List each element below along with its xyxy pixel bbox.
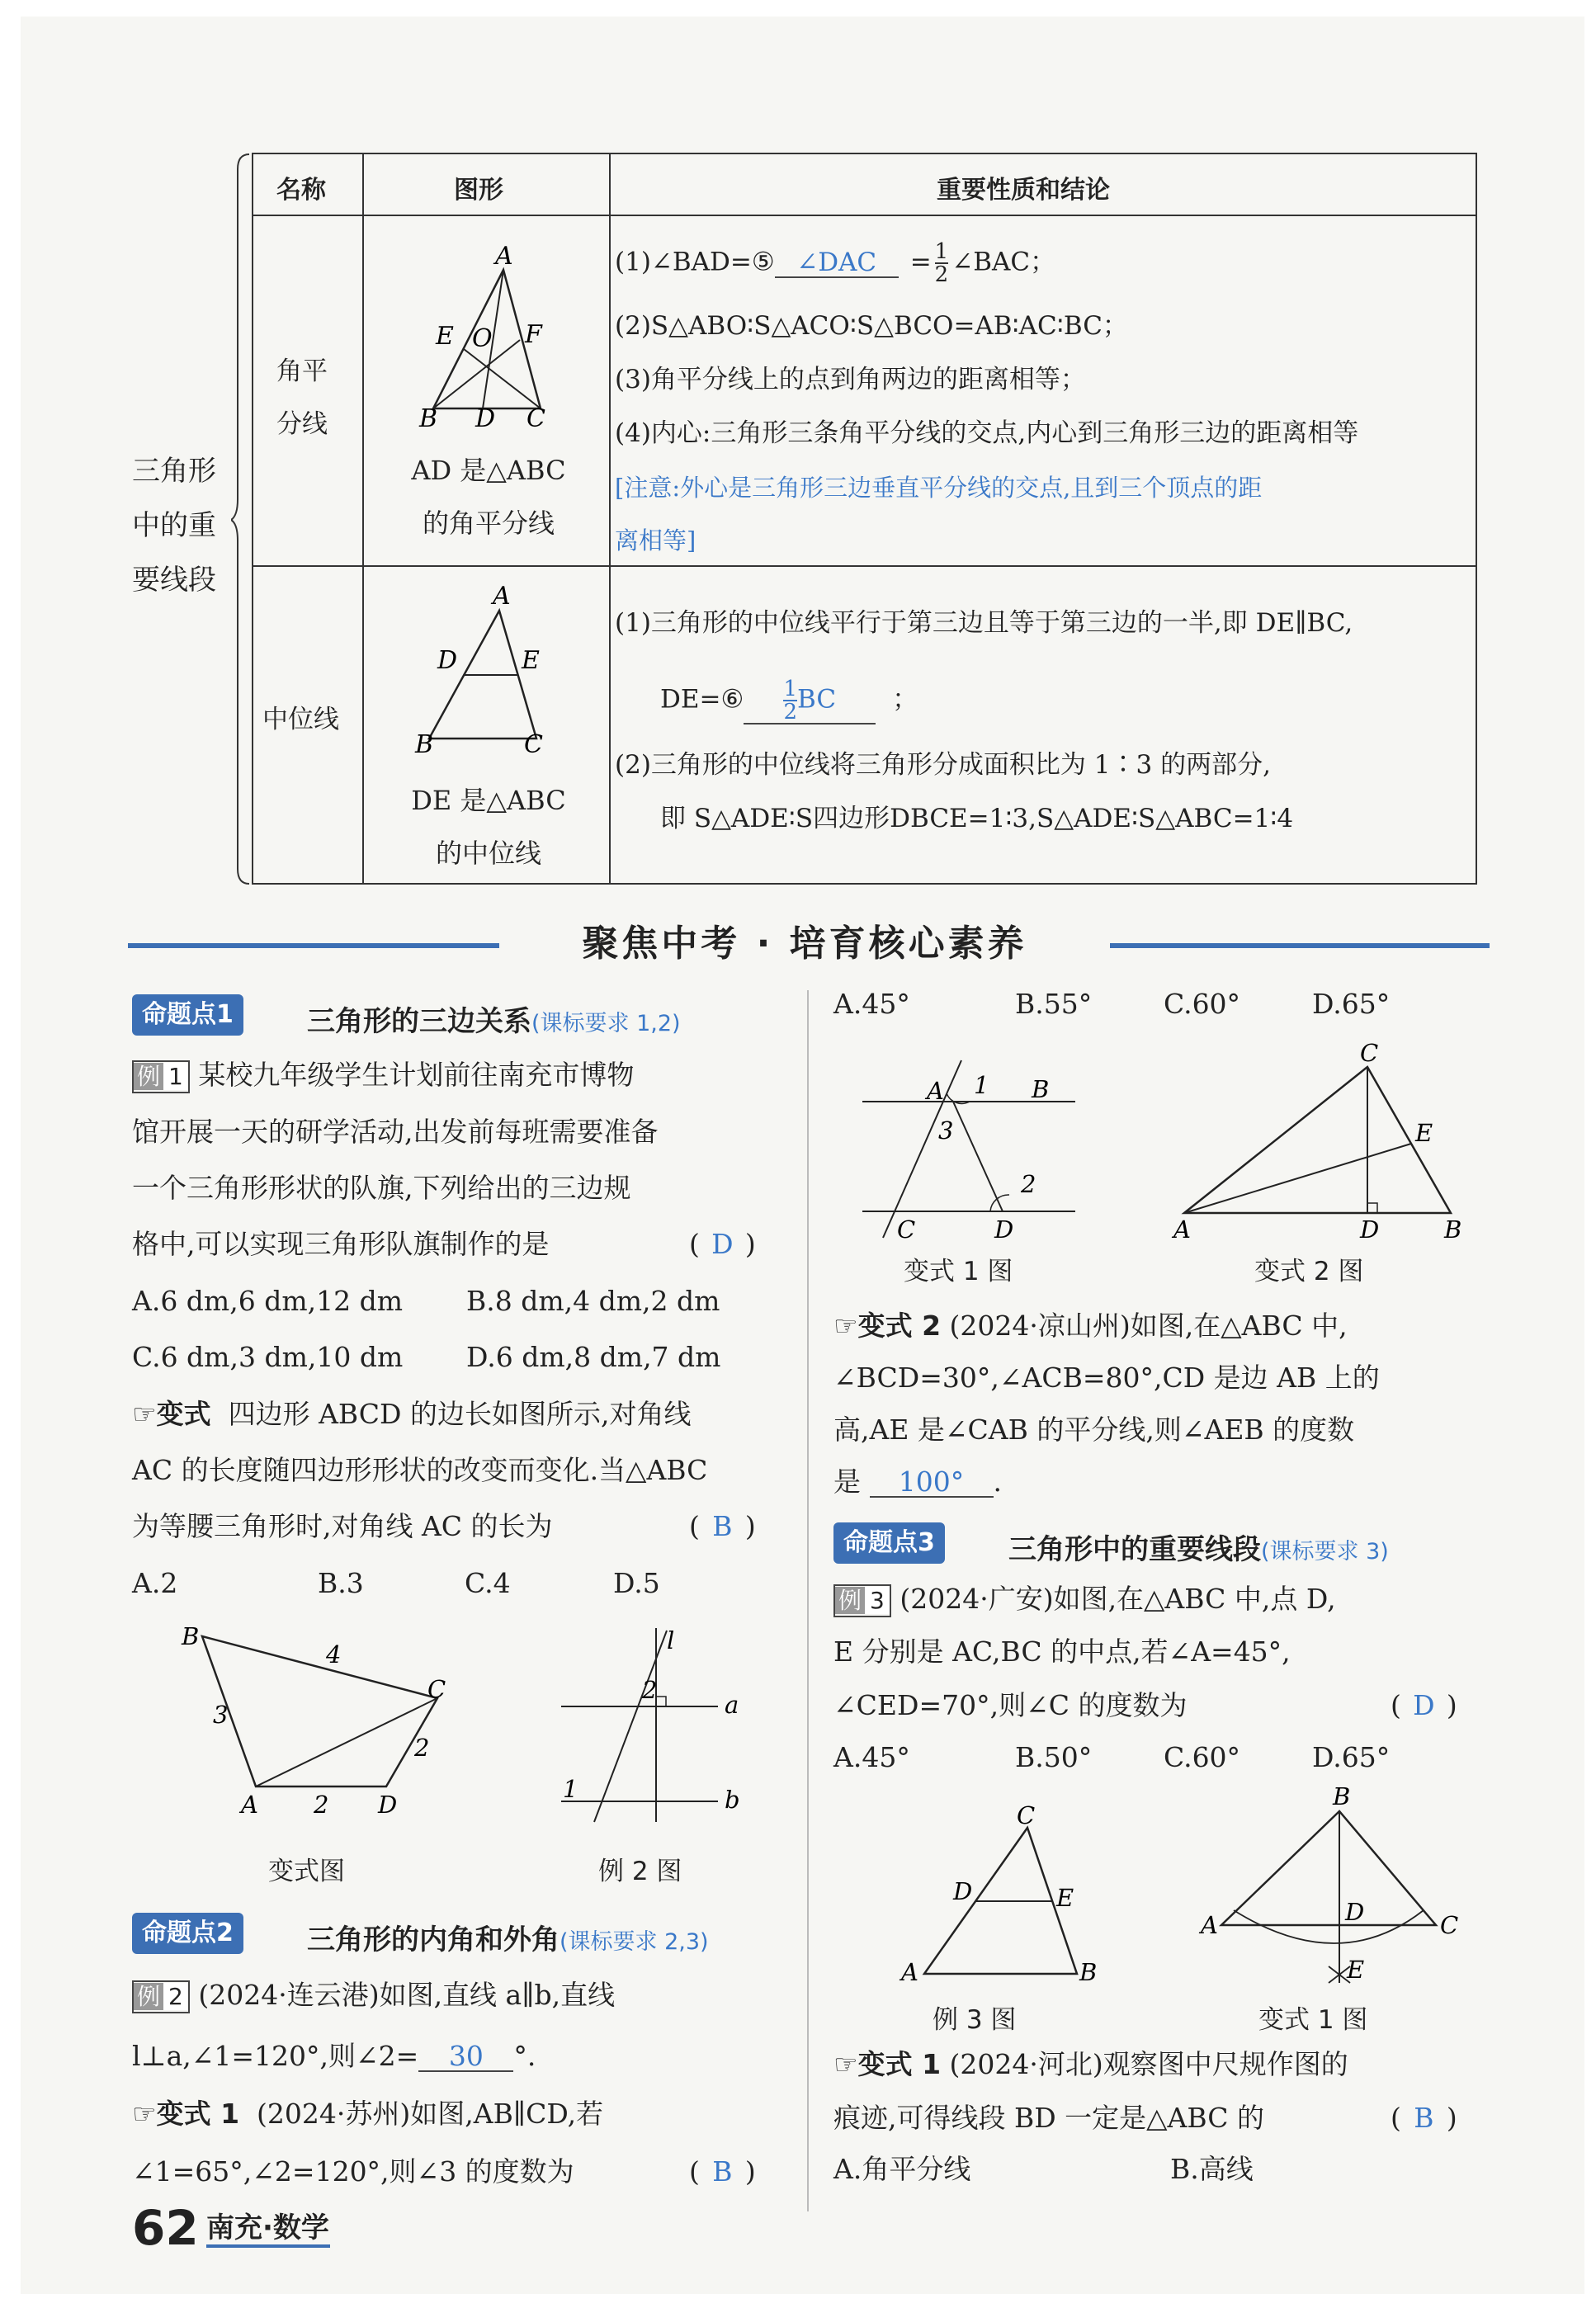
prop-text: ； bbox=[892, 684, 918, 715]
fig-label: A bbox=[927, 1077, 944, 1105]
prop-text: (1)∠BAD=⑤ bbox=[615, 247, 775, 277]
figure-caption: 变式 2 图 bbox=[1254, 1257, 1364, 1286]
blank-answer bbox=[744, 678, 876, 724]
fig-label: A bbox=[1173, 1215, 1191, 1244]
fig-label: 1 bbox=[563, 1775, 578, 1803]
example-3-figure bbox=[875, 1799, 1114, 1997]
row1-fig-caption bbox=[390, 444, 588, 550]
variant-tag: ☞变式 2 bbox=[833, 1310, 942, 1342]
row1-prop3: (3)角平分线上的点到角两边的距离相等； bbox=[615, 365, 1086, 394]
question-text bbox=[132, 2042, 536, 2072]
answer-value: D bbox=[1413, 1689, 1435, 1721]
fig-label: 2 bbox=[642, 1676, 658, 1704]
option: C.60° bbox=[1164, 988, 1241, 1020]
option: B.8 dm,4 dm,2 dm bbox=[466, 1285, 720, 1317]
example-3-line bbox=[833, 1584, 1336, 1617]
topic-title-text: 三角形的内角和外角 bbox=[307, 1923, 560, 1956]
fig-label: E bbox=[1347, 1956, 1365, 1984]
question-text: 为等腰三角形时,对角线 AC 的长为 bbox=[132, 1510, 553, 1542]
topic-req: (课标要求 1,2) bbox=[531, 1011, 681, 1036]
bracket-label bbox=[132, 444, 216, 607]
topic-title bbox=[307, 1917, 709, 1957]
fig-label: 1 bbox=[974, 1071, 989, 1099]
question-text: 是 bbox=[833, 1466, 861, 1498]
midline-figure bbox=[408, 578, 557, 763]
question-text: 四边形 ABCD 的边长如图所示,对角线 bbox=[228, 1398, 692, 1430]
bracket-line: 要线段 bbox=[132, 564, 216, 597]
topic-title bbox=[307, 998, 681, 1039]
fig-label: C bbox=[897, 1215, 916, 1244]
figure-caption: 变式图 bbox=[268, 1857, 345, 1886]
fraction bbox=[935, 241, 949, 286]
variant-line bbox=[833, 2048, 1348, 2080]
fig-label: C bbox=[526, 404, 545, 429]
caption-line: 的中位线 bbox=[435, 838, 541, 869]
fig-label: B bbox=[1333, 1786, 1351, 1810]
variant-tag-text: 变式 1 bbox=[857, 2048, 942, 2080]
row1-note: [注意:外心是三角形三边垂直平分线的交点,且到三个顶点的距 bbox=[615, 474, 1263, 502]
variant-line bbox=[833, 1312, 1348, 1340]
answer-value: B bbox=[712, 1510, 733, 1542]
question-text: °. bbox=[513, 2040, 536, 2072]
bracket-line: 三角形 bbox=[132, 455, 216, 488]
fig-label: C bbox=[1440, 1911, 1459, 1939]
option: A.6 dm,6 dm,12 dm bbox=[132, 1285, 404, 1317]
example-2-line bbox=[132, 1980, 615, 2013]
prop-text: ∠BAC； bbox=[951, 247, 1056, 277]
topic-badge: 命题点2 bbox=[132, 1913, 243, 1954]
example-tag: 例 bbox=[835, 1587, 865, 1614]
question-text bbox=[833, 1468, 1002, 1498]
answer-paren: ( B ) bbox=[1391, 2102, 1457, 2134]
row2-fig-caption bbox=[390, 774, 588, 880]
example-num: 3 bbox=[865, 1587, 890, 1614]
prop-text: DE=⑥ bbox=[660, 684, 744, 715]
fig-label: B bbox=[419, 404, 438, 429]
fig-label: B bbox=[1444, 1215, 1462, 1244]
fig-label: F bbox=[525, 320, 542, 349]
fig-label: C bbox=[1360, 1039, 1379, 1067]
caption-line: AD 是△ABC bbox=[411, 455, 566, 486]
fig-label: E bbox=[522, 646, 540, 675]
question-text: ∠BCD=30°,∠ACB=80°,CD 是边 AB 上的 bbox=[833, 1362, 1380, 1394]
prop-text: = bbox=[909, 247, 932, 277]
question-text: AC 的长度随四边形形状的改变而变化.当△ABC bbox=[132, 1454, 708, 1486]
example-1-line bbox=[132, 1060, 634, 1093]
figure-caption: 例 3 图 bbox=[933, 2005, 1017, 2035]
fig-label: B bbox=[415, 730, 434, 759]
option: C.60° bbox=[1164, 1741, 1241, 1773]
fig-label: D bbox=[1345, 1898, 1365, 1926]
footer-title: 南充·数学 bbox=[206, 2211, 329, 2244]
answer-paren: ( B ) bbox=[689, 1510, 756, 1542]
question-text: l⊥a,∠1=120°,则∠2= bbox=[132, 2040, 419, 2072]
fraction-num: 1 bbox=[934, 239, 949, 264]
row2-prop2b: 即 S△ADE∶S四边形DBCE=1∶3,S△ADE∶S△ABC=1∶4 bbox=[660, 804, 1294, 833]
option: C.6 dm,3 dm,10 dm bbox=[132, 1341, 404, 1373]
answer-paren: ( D ) bbox=[689, 1228, 756, 1260]
option: A.45° bbox=[833, 1741, 910, 1773]
fig-label: 3 bbox=[938, 1116, 954, 1145]
fig-label: B bbox=[1079, 1958, 1098, 1986]
row2-prop2: (2)三角形的中位线将三角形分成面积比为 1∶3 的两部分, bbox=[615, 750, 1271, 780]
topic-title-text: 三角形的三边关系 bbox=[307, 1005, 531, 1038]
caption-line: 的角平分线 bbox=[422, 507, 555, 539]
fig-label: A bbox=[241, 1791, 258, 1819]
option: A.角平分线 bbox=[833, 2153, 971, 2185]
variant-tag: ☞变式 1 bbox=[833, 2048, 942, 2080]
variant-tag: ☞变式 bbox=[132, 1398, 211, 1430]
topic-req: (课标要求 2,3) bbox=[560, 1929, 709, 1955]
option: B.50° bbox=[1015, 1741, 1093, 1773]
answer-value: D bbox=[711, 1228, 734, 1260]
answer-paren: ( B ) bbox=[689, 2155, 756, 2188]
example-2-label bbox=[132, 1980, 190, 2013]
variant2-figure bbox=[1164, 1038, 1477, 1248]
question-text: 一个三角形形状的队旗,下列给出的三边规 bbox=[132, 1172, 631, 1204]
row1-name bbox=[276, 345, 328, 451]
fig-label: 3 bbox=[213, 1701, 229, 1729]
variant-line bbox=[132, 1400, 691, 1428]
fig-label: A bbox=[493, 582, 511, 611]
fig-label: D bbox=[437, 646, 458, 675]
option: C.4 bbox=[465, 1567, 511, 1599]
row1-prop1 bbox=[615, 241, 1055, 286]
answer-value: B bbox=[1414, 2102, 1434, 2134]
fig-label: A bbox=[495, 243, 513, 271]
answer-paren: ( D ) bbox=[1391, 1689, 1457, 1721]
option: B.55° bbox=[1015, 988, 1093, 1020]
fig-label: C bbox=[427, 1675, 446, 1703]
fraction-den: 2 bbox=[934, 262, 949, 287]
fig-label: E bbox=[1056, 1884, 1074, 1912]
fig-label: 4 bbox=[326, 1640, 342, 1668]
variant-line bbox=[132, 2100, 603, 2128]
table-header-name: 名称 bbox=[276, 176, 326, 205]
answer-value: B bbox=[712, 2155, 733, 2188]
blank-answer: ∠DAC bbox=[775, 248, 899, 278]
topic-badge: 命题点1 bbox=[132, 994, 243, 1036]
option: D.5 bbox=[613, 1567, 660, 1599]
fig-label: C bbox=[1017, 1801, 1036, 1829]
fig-label: A bbox=[901, 1958, 918, 1986]
question-text: ∠1=65°,∠2=120°,则∠3 的度数为 bbox=[132, 2155, 574, 2188]
row1-note: 离相等] bbox=[615, 526, 696, 555]
question-text: (2024·广安)如图,在△ABC 中,点 D, bbox=[900, 1583, 1336, 1615]
page-number: 62 bbox=[132, 2200, 199, 2256]
bracket-line: 中的重 bbox=[132, 509, 216, 542]
quadrilateral-figure bbox=[165, 1621, 462, 1844]
fig-label: O bbox=[472, 324, 493, 353]
variant-tag-text: 变式 bbox=[156, 1398, 211, 1430]
variant1-figure bbox=[854, 1048, 1085, 1246]
variant-tag-text: 变式 2 bbox=[857, 1310, 942, 1342]
fig-label: b bbox=[725, 1786, 740, 1814]
option: A.45° bbox=[833, 988, 910, 1020]
question-text: . bbox=[993, 1466, 1002, 1498]
row1-prop4: (4)内心:三角形三条角平分线的交点,内心到三角形三边的距离相等 bbox=[615, 418, 1359, 448]
table-header-figure: 图形 bbox=[454, 176, 503, 205]
row2-prop1: (1)三角形的中位线平行于第三边且等于第三边的一半,即 DE∥BC, bbox=[615, 608, 1353, 638]
fig-label: D bbox=[378, 1791, 398, 1819]
fig-label: 2 bbox=[1021, 1170, 1036, 1198]
variant-tag: ☞变式 1 bbox=[132, 2098, 240, 2130]
topic-req: (课标要求 3) bbox=[1261, 1539, 1389, 1565]
fig-label: C bbox=[524, 730, 543, 759]
example-2-figure bbox=[545, 1624, 767, 1826]
caption-line: DE 是△ABC bbox=[411, 785, 566, 816]
row2-prop1b bbox=[660, 678, 918, 724]
example-3-label bbox=[833, 1584, 891, 1617]
fig-label: E bbox=[436, 322, 454, 351]
figure-caption: 变式 1 图 bbox=[904, 1257, 1013, 1286]
row2-name: 中位线 bbox=[262, 705, 339, 734]
topic-badge: 命题点3 bbox=[833, 1522, 945, 1564]
question-text: ∠CED=70°,则∠C 的度数为 bbox=[833, 1689, 1188, 1721]
variant1b-figure bbox=[1188, 1786, 1469, 2001]
fig-label: D bbox=[1360, 1215, 1380, 1244]
variant-tag-text: 变式 1 bbox=[156, 2098, 240, 2130]
row1-name-line: 角平 bbox=[276, 356, 328, 386]
option: D.65° bbox=[1312, 988, 1391, 1020]
question-text: (2024·苏州)如图,AB∥CD,若 bbox=[257, 2098, 604, 2130]
fig-label: D bbox=[475, 404, 496, 429]
option: B.高线 bbox=[1170, 2153, 1254, 2185]
topic-title-text: 三角形中的重要线段 bbox=[1008, 1533, 1261, 1566]
fig-label: D bbox=[994, 1215, 1014, 1244]
fraction-den: 2 bbox=[783, 700, 797, 724]
fraction bbox=[783, 678, 797, 723]
angle-bisector-figure bbox=[396, 243, 561, 429]
column-divider bbox=[807, 990, 809, 2211]
question-text: 某校九年级学生计划前往南充市博物 bbox=[198, 1059, 635, 1091]
fig-label: A bbox=[1201, 1911, 1218, 1939]
fig-label: D bbox=[953, 1877, 973, 1905]
example-num: 2 bbox=[163, 1983, 188, 2010]
table-header-props: 重要性质和结论 bbox=[937, 176, 1110, 205]
fig-label: l bbox=[667, 1626, 675, 1654]
answer-text: BC bbox=[796, 684, 837, 715]
question-text: 馆开展一天的研学活动,出发前每班需要准备 bbox=[132, 1116, 659, 1148]
fig-label: 2 bbox=[414, 1734, 430, 1762]
option: B.3 bbox=[318, 1567, 364, 1599]
figure-caption: 例 2 图 bbox=[598, 1857, 682, 1886]
option: A.2 bbox=[132, 1567, 178, 1599]
question-text: (2024·凉山州)如图,在△ABC 中, bbox=[949, 1310, 1348, 1342]
blank-answer: 100° bbox=[870, 1468, 994, 1498]
blank-answer: 30 bbox=[418, 2042, 513, 2072]
fig-label: a bbox=[725, 1691, 739, 1719]
option: D.65° bbox=[1312, 1741, 1391, 1773]
fig-label: B bbox=[1032, 1075, 1050, 1103]
example-num: 1 bbox=[163, 1063, 188, 1090]
row1-prop2: (2)S△ABO∶S△ACO∶S△BCO=AB∶AC∶BC； bbox=[615, 311, 1128, 341]
question-text: E 分别是 AC,BC 的中点,若∠A=45°, bbox=[833, 1635, 1291, 1668]
section-banner: 聚焦中考 · 培育核心素养 bbox=[499, 920, 1110, 968]
question-text: 高,AE 是∠CAB 的平分线,则∠AEB 的度数 bbox=[833, 1414, 1355, 1446]
question-text: 格中,可以实现三角形队旗制作的是 bbox=[132, 1228, 550, 1260]
figure-caption: 变式 1 图 bbox=[1258, 2005, 1368, 2035]
question-text: 痕迹,可得线段 BD 一定是△ABC 的 bbox=[833, 2102, 1264, 2134]
topic-title bbox=[1008, 1527, 1389, 1567]
fig-label: B bbox=[182, 1622, 200, 1650]
fig-label: 2 bbox=[314, 1791, 329, 1819]
example-1-label bbox=[132, 1060, 190, 1093]
option: D.6 dm,8 dm,7 dm bbox=[466, 1341, 721, 1373]
question-text: (2024·连云港)如图,直线 a∥b,直线 bbox=[198, 1979, 616, 2011]
fig-label: E bbox=[1415, 1119, 1433, 1147]
question-text: (2024·河北)观察图中尺规作图的 bbox=[949, 2048, 1348, 2080]
example-tag: 例 bbox=[134, 1063, 163, 1090]
fraction-num: 1 bbox=[783, 677, 797, 701]
footer-rule bbox=[206, 2244, 330, 2248]
row1-name-line: 分线 bbox=[276, 409, 328, 439]
example-tag: 例 bbox=[134, 1983, 163, 2010]
